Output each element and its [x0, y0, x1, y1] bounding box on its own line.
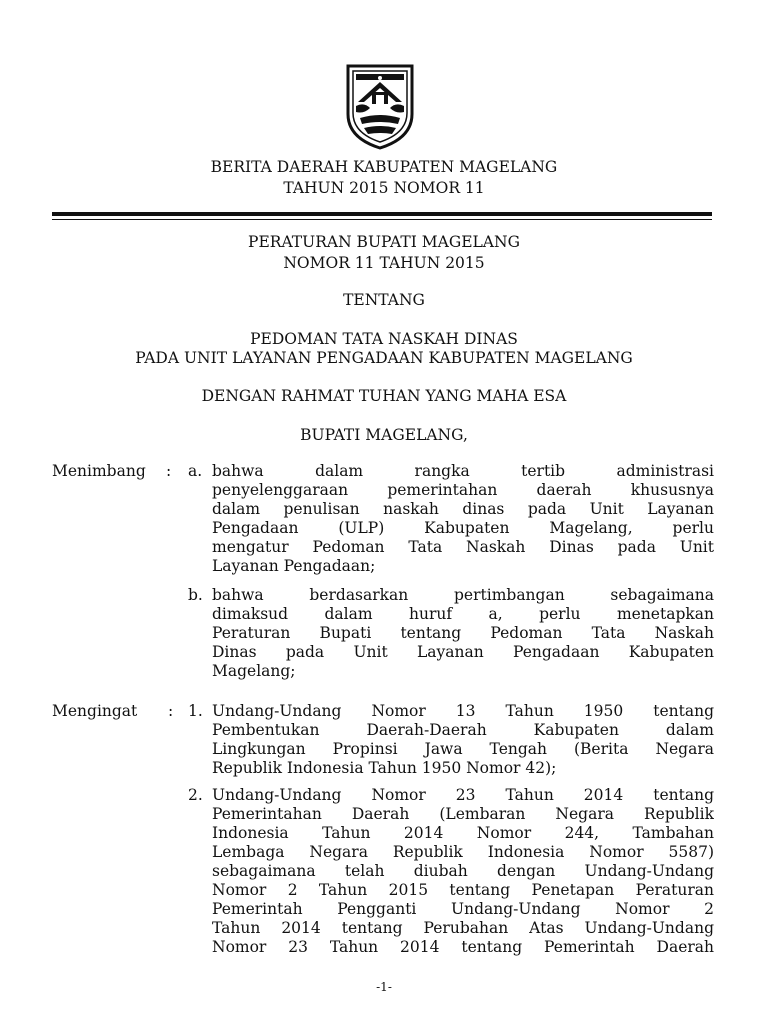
text-line: Lingkungan Propinsi Jawa Tengah (Berita Negara [212, 740, 714, 758]
mengingat-label: Mengingat [52, 702, 138, 720]
invocation-text: DENGAN RAHMAT TUHAN YANG MAHA ESA [201, 387, 567, 405]
subject-line1: PEDOMAN TATA NASKAH DINAS [250, 330, 518, 348]
tentang-heading: TENTANG [343, 291, 425, 309]
header-divider-thick [52, 212, 712, 216]
text-line: Nomor 23 Tahun 2014 tentang Pemerintah Daerah [212, 938, 714, 956]
text-line: bahwa berdasarkan pertimbangan sebagaimana [212, 586, 714, 604]
magelang-coat-of-arms-emblem [344, 62, 416, 150]
page-number: -1- [376, 980, 392, 994]
subject-line2: PADA UNIT LAYANAN PENGADAAN KABUPATEN MAGELANG [135, 349, 633, 367]
text-line: Lembaga Negara Republik Indonesia Nomor 5587) [212, 843, 714, 861]
gazette-title-line2: TAHUN 2015 NOMOR 11 [283, 179, 485, 197]
text-line: dimaksud dalam huruf a, perlu menetapkan [212, 605, 714, 623]
menimbang-label: Menimbang [52, 462, 146, 480]
text-line: Republik Indonesia Tahun 1950 Nomor 42); [212, 759, 557, 777]
menimbang-item-b-text [212, 586, 714, 681]
text-line: penyelenggaraan pemerintahan daerah khususnya [212, 481, 714, 499]
mengingat-item-2-text [212, 786, 714, 957]
text-line: Pengadaan (ULP) Kabupaten Magelang, perlu [212, 519, 714, 537]
regulation-title-line1: PERATURAN BUPATI MAGELANG [248, 233, 520, 251]
text-line: dalam penulisan naskah dinas pada Unit Layanan [212, 500, 714, 518]
regulation-title-line2: NOMOR 11 TAHUN 2015 [283, 254, 485, 272]
menimbang-item-a-text [212, 462, 714, 576]
text-line: Undang-Undang Nomor 13 Tahun 1950 tentang [212, 702, 714, 720]
mengingat-colon: : [168, 702, 174, 720]
text-line: Magelang; [212, 662, 296, 680]
text-line: Peraturan Bupati tentang Pedoman Tata Naskah [212, 624, 714, 642]
text-line: mengatur Pedoman Tata Naskah Dinas pada Unit [212, 538, 714, 556]
gazette-title-line1: BERITA DAERAH KABUPATEN MAGELANG [210, 158, 558, 176]
header-divider-thin [52, 219, 712, 220]
text-line: Nomor 2 Tahun 2015 tentang Penetapan Peraturan [212, 881, 714, 899]
menimbang-colon: : [166, 462, 172, 480]
text-line: Indonesia Tahun 2014 Nomor 244, Tambahan [212, 824, 714, 842]
text-line: Pemerintahan Daerah (Lembaran Negara Republik [212, 805, 714, 823]
mengingat-item-1-marker: 1. [188, 702, 203, 720]
text-line: bahwa dalam rangka tertib administrasi [212, 462, 714, 480]
text-line: Tahun 2014 tentang Perubahan Atas Undang-Undang [212, 919, 714, 937]
authority-heading: BUPATI MAGELANG, [300, 426, 468, 444]
menimbang-item-b-marker: b. [188, 586, 203, 604]
text-line: Pembentukan Daerah-Daerah Kabupaten dalam [212, 721, 714, 739]
text-line: Pemerintah Pengganti Undang-Undang Nomor 2 [212, 900, 714, 918]
menimbang-item-a-marker: a. [188, 462, 203, 480]
mengingat-item-1-text [212, 702, 714, 778]
text-line: Dinas pada Unit Layanan Pengadaan Kabupaten [212, 643, 714, 661]
mengingat-item-2-marker: 2. [188, 786, 203, 804]
text-line: sebagaimana telah diubah dengan Undang-Undang [212, 862, 714, 880]
text-line: Layanan Pengadaan; [212, 557, 376, 575]
text-line: Undang-Undang Nomor 23 Tahun 2014 tentang [212, 786, 714, 804]
